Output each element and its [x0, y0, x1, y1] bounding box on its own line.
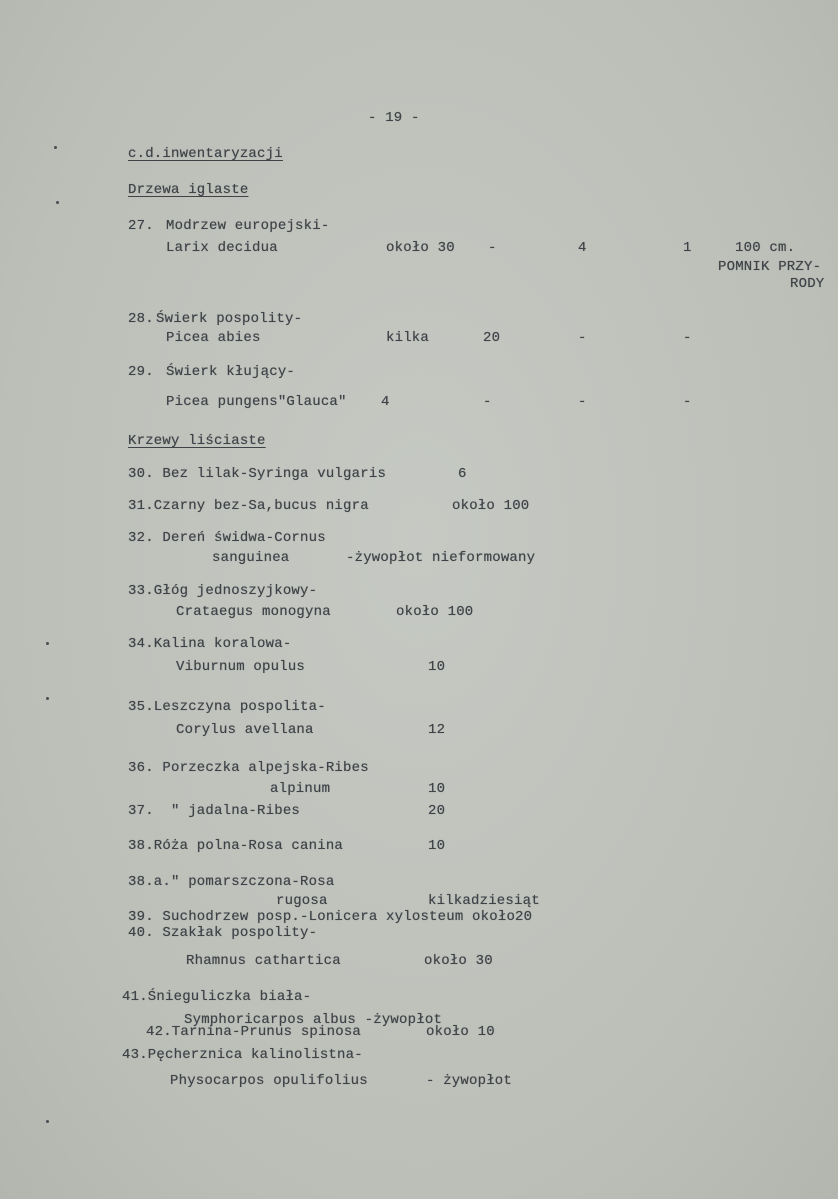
row-27-note-cont: RODY — [790, 276, 825, 292]
binder-hole — [56, 201, 59, 204]
shrub-32: 32. Dereń świdwa-Cornus — [128, 530, 326, 546]
shrub-34: 34.Kalina koralowa- — [128, 636, 292, 652]
shrub-43: 43.Pęcherznica kalinolistna- — [122, 1047, 363, 1063]
shrub-32-qty: -żywopłot nieformowany — [346, 550, 536, 566]
row-28-col1: 20 — [483, 330, 501, 346]
row-28-latin: Picea abies — [166, 330, 261, 346]
shrub-38a-qty: kilkadziesiąt — [428, 893, 540, 909]
shrub-34-latin: Viburnum opulus — [176, 659, 306, 675]
row-27-name: Modrzew europejski- — [166, 218, 330, 234]
row-27-col4: 100 cm. — [735, 240, 796, 256]
row-27-qty: około 30 — [386, 240, 455, 256]
shrub-38a: 38.a." pomarszczona-Rosa — [128, 874, 335, 890]
row-28-col2: - — [578, 330, 587, 346]
row-29-col1: - — [483, 394, 492, 410]
shrub-40: 40. Szakłak pospolity- — [128, 925, 318, 941]
row-29-col2: - — [578, 394, 587, 410]
conifers-heading: Drzewa iglaste — [128, 182, 249, 198]
shrub-43-latin: Physocarpos opulifolius — [170, 1073, 368, 1089]
shrub-31-qty: około 100 — [452, 498, 530, 514]
shrub-40-qty: około 30 — [424, 953, 493, 969]
binder-hole — [46, 642, 49, 645]
row-27-col3: 1 — [683, 240, 692, 256]
shrub-32-latin: sanguinea — [212, 550, 290, 566]
shrub-35-qty: 12 — [428, 722, 446, 738]
shrub-33-qty: około 100 — [396, 604, 474, 620]
row-29-qty: 4 — [381, 394, 390, 410]
shrub-39: 39. Suchodrzew posp.-Lonicera xylosteum około20 — [128, 909, 533, 925]
shrub-38-qty: 10 — [428, 838, 446, 854]
shrub-38a-latin: rugosa — [276, 893, 328, 909]
row-27-num: 27. — [128, 218, 154, 234]
row-27-latin: Larix decidua — [166, 240, 278, 256]
row-28-qty: kilka — [386, 330, 430, 346]
shrubs-heading: Krzewy liściaste — [128, 433, 266, 449]
shrub-37: 37. " jadalna-Ribes — [128, 803, 301, 819]
shrub-41: 41.Śnieguliczka biała- — [122, 989, 312, 1005]
shrub-30: 30. Bez lilak-Syringa vulgaris — [128, 466, 387, 482]
binder-hole — [46, 697, 49, 700]
shrub-42: 42.Tarnina-Prunus spinosa — [146, 1024, 362, 1040]
shrub-42-qty: około 10 — [426, 1024, 495, 1040]
row-27-note: POMNIK PRZY- — [718, 259, 822, 275]
row-29-latin: Picea pungens"Glauca" — [166, 394, 347, 410]
row-27-col1: - — [488, 240, 497, 256]
shrub-36-qty: 10 — [428, 781, 446, 797]
binder-hole — [46, 1120, 49, 1123]
shrub-36-latin: alpinum — [270, 781, 331, 797]
row-28-num: 28. — [128, 311, 154, 327]
row-29-name: Świerk kłujący- — [166, 364, 296, 380]
shrub-35: 35.Leszczyna pospolita- — [128, 699, 326, 715]
shrub-34-qty: 10 — [428, 659, 446, 675]
shrub-33: 33.Głóg jednoszyjkowy- — [128, 583, 318, 599]
row-28-name: Świerk pospolity- — [156, 311, 303, 327]
shrub-43-qty: - żywopłot — [426, 1073, 513, 1089]
page-number: - 19 - — [368, 110, 420, 126]
shrub-36: 36. Porzeczka alpejska-Ribes — [128, 760, 369, 776]
shrub-35-latin: Corylus avellana — [176, 722, 314, 738]
section-header: c.d.inwentaryzacji — [128, 146, 283, 162]
row-27-col2: 4 — [578, 240, 587, 256]
shrub-30-qty: 6 — [458, 466, 467, 482]
row-29-num: 29. — [128, 364, 154, 380]
binder-hole — [54, 146, 57, 149]
shrub-31: 31.Czarny bez-Sa,bucus nigra — [128, 498, 369, 514]
shrub-41-latin: Symphoricarpos albus -żywopłot — [184, 1012, 443, 1028]
shrub-38: 38.Róża polna-Rosa canina — [128, 838, 344, 854]
shrub-40-latin: Rhamnus cathartica — [186, 953, 341, 969]
row-29-col3: - — [683, 394, 692, 410]
shrub-37-qty: 20 — [428, 803, 446, 819]
row-28-col3: - — [683, 330, 692, 346]
shrub-33-latin: Crataegus monogyna — [176, 604, 331, 620]
